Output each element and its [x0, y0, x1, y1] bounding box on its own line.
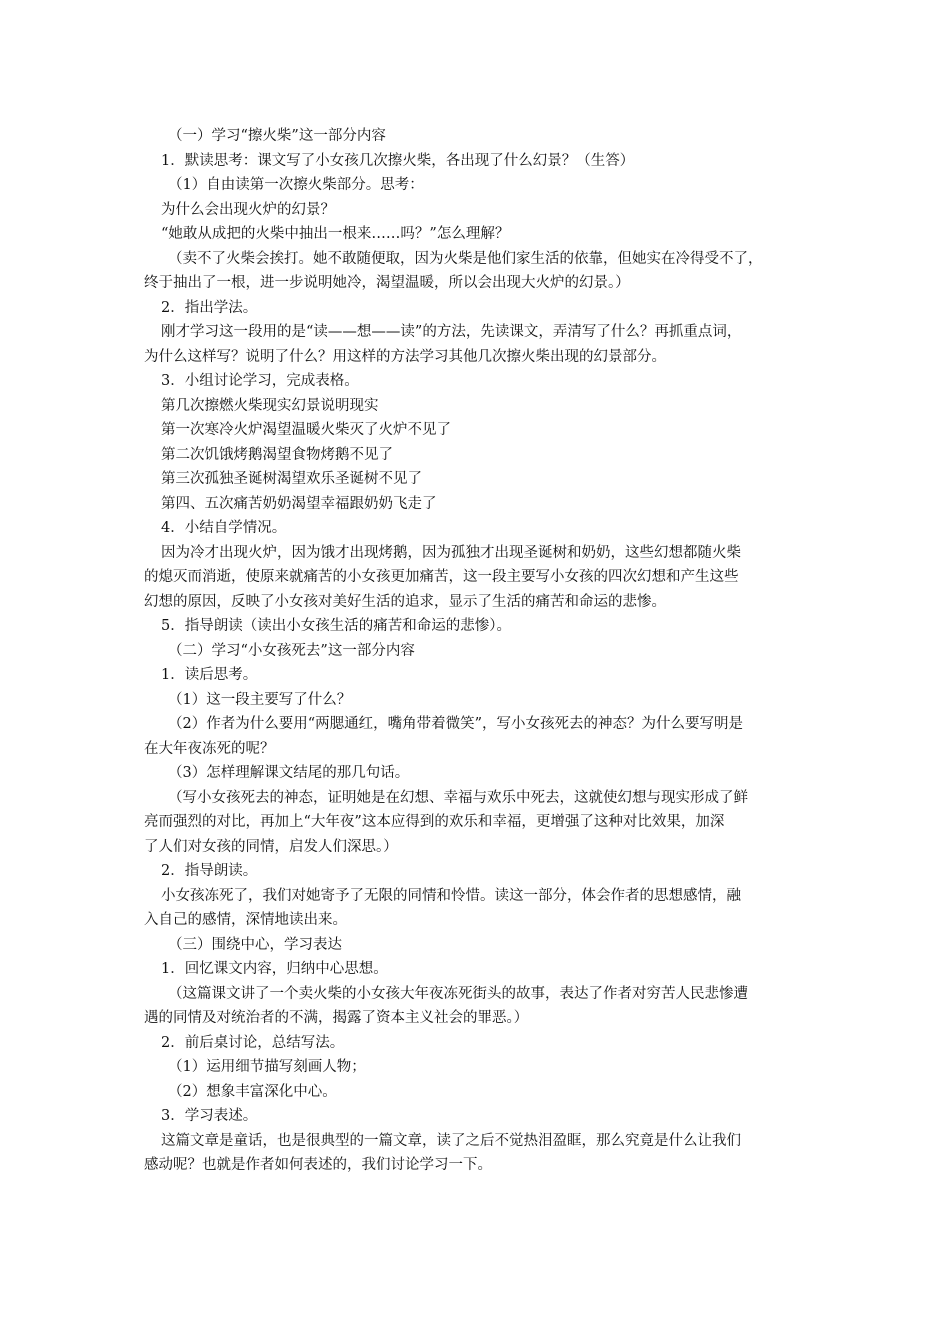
text-line: 为什么会出现火炉的幻景？ — [161, 201, 335, 218]
text-line: 了人们对女孩的同情，启发人们深思。） — [144, 838, 398, 855]
text-line: 4．小结自学情况。 — [161, 520, 287, 536]
table-row: 第一次寒冷火炉渴望温暖火柴灭了火炉不见了 — [161, 422, 451, 438]
section-heading: （三）围绕中心，学习表达 — [168, 936, 342, 953]
document-body — [144, 124, 810, 1178]
text-line: 的熄灭而消逝，使原来就痛苦的小女孩更加痛苦，这一段主要写小女孩的四次幻想和产生这些 — [144, 569, 739, 585]
text-line: 3．小组讨论学习，完成表格。 — [161, 373, 359, 389]
text-line: （卖不了火柴会挨打。她不敢随便取，因为火柴是他们家生活的依靠，但她实在冷得受不了， — [168, 250, 763, 267]
text-line: （1）运用细节描写刻画人物； — [168, 1059, 366, 1075]
text-line: 因为冷才出现火炉，因为饿才出现烤鹅，因为孤独才出现圣诞树和奶奶，这些幻想都随火柴 — [161, 544, 741, 561]
text-line: 为什么这样写？说明了什么？用这样的方法学习其他几次擦火柴出现的幻景部分。 — [144, 348, 666, 365]
text-line: 2．前后桌讨论，总结写法。 — [161, 1034, 345, 1051]
table-row: 第四、五次痛苦奶奶渴望幸福跟奶奶飞走了 — [161, 495, 437, 512]
text-line: 入自己的感情，深情地读出来。 — [144, 912, 347, 928]
text-line: （2）作者为什么要用“两腮通红，嘴角带着微笑”，写小女孩死去的神态？为什么要写明是 — [168, 716, 744, 732]
text-line: 终于抽出了一根，进一步说明她冷，渴望温暖，所以会出现大火炉的幻景。） — [144, 275, 630, 291]
text-line: 遇的同情及对统治者的不满，揭露了资本主义社会的罪恶。） — [144, 1010, 529, 1026]
table-row: 第三次孤独圣诞树渴望欢乐圣诞树不见了 — [161, 471, 422, 487]
text-line: 亮而强烈的对比，再加上“大年夜”这本应得到的欢乐和幸福，更增强了这种对比效果，加深 — [144, 814, 725, 830]
text-line: （3）怎样理解课文结尾的那几句话。 — [168, 765, 410, 781]
text-line: “她敢从成把的火柴中抽出一根来……吗？”怎么理解？ — [161, 226, 510, 242]
text-line: （一）学习“擦火柴”这一部分内容 — [168, 128, 386, 144]
text-line: 感动呢？也就是作者如何表述的，我们讨论学习一下。 — [144, 1157, 492, 1173]
text-line: （2）想象丰富深化中心。 — [168, 1083, 337, 1100]
text-line: 1．回忆课文内容，归纳中心思想。 — [161, 961, 388, 977]
text-line: （1）自由读第一次擦火柴部分。思考： — [168, 177, 424, 193]
section-heading: （二）学习“小女孩死去”这一部分内容 — [168, 642, 415, 659]
text-line: 这篇文章是童话，也是很典型的一篇文章，读了之后不觉热泪盈眶，那么究竟是什么让我们 — [161, 1132, 741, 1149]
text-line: （这篇课文讲了一个卖火柴的小女孩大年夜冻死街头的故事，表达了作者对穷苦人民悲惨遭 — [168, 985, 748, 1002]
text-line: 2．指导朗读。 — [161, 863, 258, 879]
text-line: 1．默读思考：课文写了小女孩几次擦火柴，各出现了什么幻景？（生答） — [161, 152, 635, 169]
text-line: 2．指出学法。 — [161, 299, 258, 316]
text-line: （写小女孩死去的神态，证明她是在幻想、幸福与欢乐中死去，这就使幻想与现实形成了鲜 — [168, 789, 748, 806]
table-row: 第二次饥饿烤鹅渴望食物烤鹅不见了 — [161, 446, 393, 463]
table-row: 第几次擦燃火柴现实幻景说明现实 — [161, 397, 379, 414]
text-line: 5．指导朗读（读出小女孩生活的痛苦和命运的悲惨）。 — [161, 618, 511, 634]
text-line: 3．学习表述。 — [161, 1108, 258, 1124]
text-line: 幻想的原因，反映了小女孩对美好生活的追求，显示了生活的痛苦和命运的悲惨。 — [144, 593, 666, 610]
text-line: 在大年夜冻死的呢？ — [144, 740, 275, 757]
text-line: 1．读后思考。 — [161, 667, 258, 683]
text-line: （1）这一段主要写了什么？ — [168, 691, 352, 708]
text-line: 小女孩冻死了，我们对她寄予了无限的同情和怜惜。读这一部分，体会作者的思想感情，融 — [161, 887, 741, 904]
text-line: 刚才学习这一段用的是“读——想——读”的方法，先读课文，弄清写了什么？再抓重点词， — [161, 324, 742, 340]
